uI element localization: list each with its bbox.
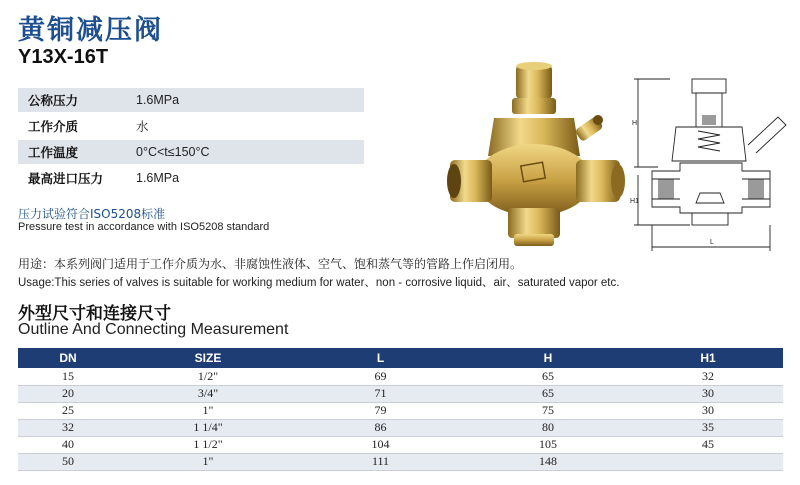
- cell-l: 69: [298, 368, 463, 385]
- cell-h: 75: [463, 402, 633, 419]
- test-note-cn: 压力试验符合ISO5208标准: [18, 207, 166, 221]
- usage-cn: 用途：本系列阀门适用于工作介质为水、非腐蚀性液体、空气、饱和蒸气等的管路上作启闭用。: [18, 257, 523, 271]
- cell-dn: 20: [18, 385, 118, 402]
- usage-en: Usage:This series of valves is suitable for working medium for water、non - corrosive liquid、air、saturated vapor etc.: [18, 277, 620, 289]
- spec-value: 1.6MPa: [136, 93, 180, 107]
- cell-l: 79: [298, 402, 463, 419]
- cell-size: 1": [118, 453, 298, 470]
- cell-l: 104: [298, 436, 463, 453]
- column-header-l: L: [298, 348, 463, 368]
- cell-dn: 50: [18, 453, 118, 470]
- test-note-en: Pressure test in accordance with ISO5208 standard: [18, 221, 270, 233]
- dimension-label-h: H: [632, 120, 638, 127]
- spec-value: 0°C<t≤150°C: [136, 145, 210, 159]
- cell-h: 65: [463, 368, 633, 385]
- cell-dn: 25: [18, 402, 118, 419]
- spec-row-max-inlet-pressure: [18, 166, 364, 190]
- cell-l: 111: [298, 453, 463, 470]
- column-header-h: H: [463, 348, 633, 368]
- spec-row-temperature: [18, 140, 364, 164]
- cell-l: 71: [298, 385, 463, 402]
- column-header-h1: H1: [633, 348, 783, 368]
- cell-l: 86: [298, 419, 463, 436]
- table-row: [18, 419, 783, 436]
- column-header-dn: DN: [18, 348, 118, 368]
- valve-photo: [442, 60, 632, 252]
- table-row: [18, 368, 783, 385]
- section-title-en: Outline And Connecting Measurement: [18, 321, 289, 338]
- cell-size: 1 1/2": [118, 436, 298, 453]
- spec-label: 工作温度: [28, 145, 79, 160]
- spec-label: 工作介质: [28, 119, 79, 134]
- cell-h1: 30: [633, 385, 783, 402]
- model-number: Y13X-16T: [18, 46, 109, 68]
- cell-h1: 32: [633, 368, 783, 385]
- cell-dn: 40: [18, 436, 118, 453]
- table-row: [18, 453, 783, 470]
- cell-h1: [633, 453, 783, 470]
- dimensions-table: [18, 348, 783, 471]
- cell-h1: 30: [633, 402, 783, 419]
- cell-h: 105: [463, 436, 633, 453]
- spec-label: 最高进口压力: [28, 171, 104, 186]
- cell-size: 3/4": [118, 385, 298, 402]
- spec-row-medium: [18, 114, 364, 138]
- cell-h1: 45: [633, 436, 783, 453]
- cell-size: 1 1/4": [118, 419, 298, 436]
- cell-h: 65: [463, 385, 633, 402]
- page-title: 黄铜减压阀: [18, 15, 163, 46]
- cell-h: 80: [463, 419, 633, 436]
- section-drawing: [630, 75, 795, 253]
- table-row: [18, 402, 783, 419]
- dimension-label-l: L: [710, 239, 714, 246]
- table-header-row: [18, 348, 783, 368]
- column-header-size: SIZE: [118, 348, 298, 368]
- cell-size: 1/2": [118, 368, 298, 385]
- spec-row-nominal-pressure: [18, 88, 364, 112]
- cell-dn: 32: [18, 419, 118, 436]
- cell-size: 1": [118, 402, 298, 419]
- cell-h: 148: [463, 453, 633, 470]
- table-row: [18, 436, 783, 453]
- table-row: [18, 385, 783, 402]
- section-title-cn: 外型尺寸和连接尺寸: [18, 304, 171, 324]
- spec-label: 公称压力: [28, 93, 79, 108]
- spec-value: 水: [136, 120, 149, 134]
- cell-h1: 35: [633, 419, 783, 436]
- dimension-label-h1: H1: [630, 198, 639, 205]
- cell-dn: 15: [18, 368, 118, 385]
- spec-value: 1.6MPa: [136, 171, 180, 185]
